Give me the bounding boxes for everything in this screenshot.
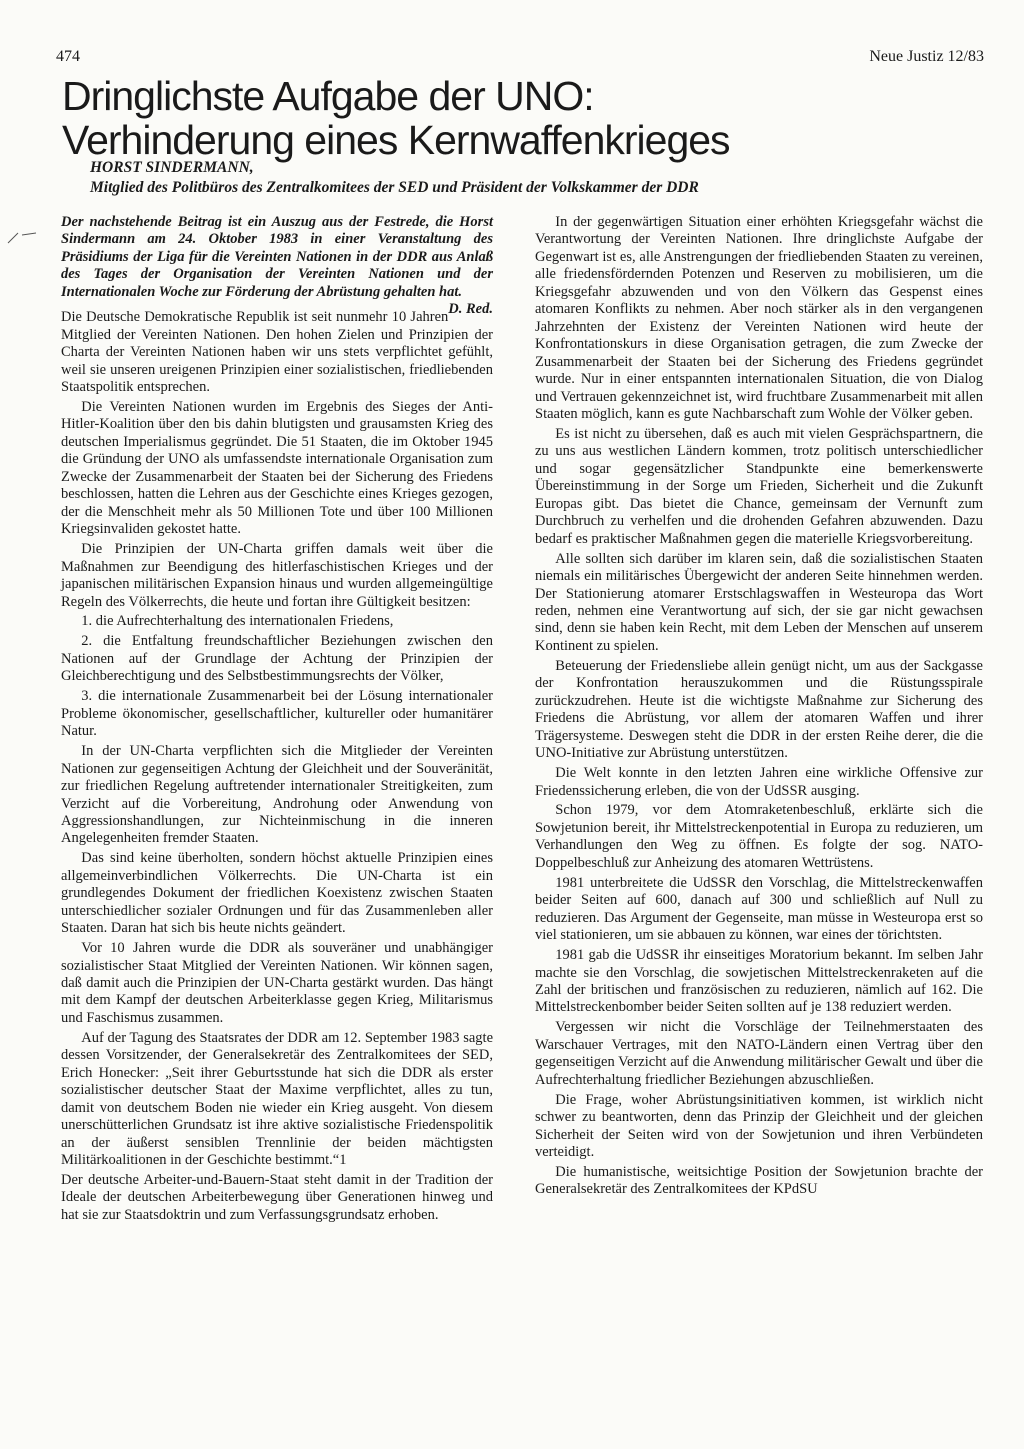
list-item: 3. die internationale Zusammenarbeit bei der Lösung internationaler Probleme ökonomischer, gesellschaftlicher, kultureller oder humanitärer Natur. <box>61 688 493 740</box>
author-role: Mitglied des Politbüros des Zentralkomitees der SED und Präsident der Volkskammer der DDR <box>90 179 699 196</box>
paragraph: Alle sollten sich darüber im klaren sein, daß die sozialistischen Staaten niemals ein militärisches Übergewicht der anderen Seite hinnehmen werden. Der Stationierung atomarer Erstschlagswaffen in Westeuropa das Wort reden, nehmen eine Verantwortung auf sich, der sie gar nicht gewachsen sind, denn sie haben kein Recht, mit dem Leben der Menschen auf unserem Kontinent zu spielen. <box>535 550 983 654</box>
paragraph: 1981 unterbreitete die UdSSR den Vorschlag, die Mittelstreckenwaffen beider Seiten auf 600, danach auf 300 und schließlich auf Null zu reduzieren. Das Argument der Gegenseite, man müsse in Westeuropa erst so viel stationieren, um sie abbauen zu können, war eines der törichtsten. <box>535 874 983 944</box>
paragraph: 1981 gab die UdSSR ihr einseitiges Moratorium bekannt. Im selben Jahr machte sie den Vorschlag, die sowjetischen Mittelstreckenraketen auf die Zahl der britischen und französischen zu reduzieren, nämlich auf 162. Die Mittelstreckenbomber beider Seiten sollten auf je 138 reduziert werden. <box>535 947 983 1016</box>
right-column <box>535 214 983 1201</box>
paragraph: Auf der Tagung des Staatsrates der DDR am 12. September 1983 sagte dessen Vorsitzender, der Generalsekretär des Zentralkomitees der SED, Erich Honecker: „Seit ihrer Geburtsstunde hat sich die DDR als erster sozialistischer deutscher Staat der Maxime verpflichtet, alles zu tun, damit von deutschem Boden nie wieder ein Krieg ausgeht. Von diesem unerschütterlichen Grundsatz ist ihre aktive sozialistische Friedenspolitik an der äußerst sensiblen Trennlinie der beiden mächtigsten Militärkoalitionen in der Geschichte bestimmt.“1 <box>61 1029 493 1169</box>
author-name: HORST SINDERMANN, <box>90 159 254 176</box>
left-column <box>61 214 493 1227</box>
paragraph: Das sind keine überholten, sondern höchst aktuelle Prinzipien eines allgemeinverbindlichen Völkerrechts. Die UN-Charta ist ein grundlegendes Dokument der friedlichen Koexistenz zwischen Staaten unterschiedlicher sozialer Ordnungen und für das Zusammenleben aller Staaten. Daran hat sich bis heute nichts geändert. <box>61 850 493 937</box>
paragraph: Schon 1979, vor dem Atomraketenbeschluß, erklärte sich die Sowjetunion bereit, ihr Mittelstreckenpotential in Europa zu reduzieren, um Verhandlungen den Weg zu öffnen. Es folgte der sog. NATO-Doppelbeschluß zur Anheizung des atomaren Wettrüstens. <box>535 802 983 871</box>
margin-pencil-mark <box>6 225 40 249</box>
paragraph: Die Deutsche Demokratische Republik ist seit nunmehr 10 Jahren Mitglied der Vereinten Nationen. Den hohen Zielen und Prinzipien der Charta der Vereinten Nationen haben wir uns stets verpflichtet gefühlt, weil sie unseren ureigenen Prinzipien einer sozialistischen, friedliebenden Staatspolitik entsprechen. <box>61 309 493 396</box>
list-item: 2. die Entfaltung freundschaftlicher Beziehungen zwischen den Nationen auf der Grundlage der Achtung der Prinzipien der Gleichberechtigung und des Selbstbestimmungsrechts der Völker, <box>61 633 493 685</box>
editor-signature: D. Red. <box>448 301 493 318</box>
title-line-2: Verhinderung eines Kernwaffenkrieges <box>62 117 730 163</box>
running-head <box>56 48 984 66</box>
paragraph: Die Welt konnte in den letzten Jahren eine wirkliche Offensive zur Friedenssicherung erleben, die von der UdSSR ausging. <box>535 765 983 799</box>
paragraph: Es ist nicht zu übersehen, daß es auch mit vielen Gesprächspartnern, die zu uns aus westlichen Ländern kommen, trotz politisch unterschiedlicher und sogar gegensätzlicher Standpunkte eine bemerkenswerte Übereinstimmung in der Sorge um Frieden, Sicherheit und die Zukunft Europas gibt. Das bietet die Chance, gemeinsam der Vernunft zum Durchbruch zu verhelfen und die drohenden Gefahren abzuwenden. Dazu bedarf es praktischer Maßnahmen gegen die materielle Kriegsvorbereitung. <box>535 425 983 547</box>
paragraph: Vergessen wir nicht die Vorschläge der Teilnehmerstaaten des Warschauer Vertrages, mit den NATO-Ländern einen Vertrag über den gegenseitigen Verzicht auf die Anwendung militärischer Gewalt und über die Aufrechterhaltung friedlicher Beziehungen abzuschließen. <box>535 1019 983 1088</box>
paragraph: Die Frage, woher Abrüstungsinitiativen kommen, ist wirklich nicht schwer zu beantworten, denn das Prinzip der Gleichheit und der gleichen Sicherheit der Seiten wird von der Sowjetunion und ihren Verbündeten verteidigt. <box>535 1091 983 1161</box>
paragraph: Der deutsche Arbeiter-und-Bauern-Staat steht damit in der Tradition der Ideale der deutschen Arbeiterbewegung über Generationen hinweg und hat sie zur Staatsdoktrin und zum Verfassungsgrundsatz erhoben. <box>61 1172 493 1223</box>
intro-text: Der nachstehende Beitrag ist ein Auszug aus der Festrede, die Horst Sindermann am 24. Oktober 1983 in einer Veranstaltung des Präsidiums der Liga für die Vereinten Nationen in der DDR aus Anlaß des Tages der Organisation der Vereinten Nationen und der Internationalen Woche zur Förderung der Abrüstung gehalten hat. <box>61 214 493 300</box>
paragraph: In der gegenwärtigen Situation einer erhöhten Kriegsgefahr wächst die Verantwortung der Vereinten Nationen. Ihre dringlichste Aufgabe der Gegenwart ist es, alle Anstrengungen der friedliebenden Staaten zu vereinen, alle friedensfördernden Potenzen und Reserven zu mobilisieren, um die Kriegsgefahr abzuwenden und von den Völkern das Gespenst eines atomaren Konflikts zu nehmen. Aber noch stärker als in den vergangenen Jahrzehnten der Existenz der Vereinten Nationen wird heute der Konfrontationskurs in diese Organisation getragen, die zum Zwecke der Zusammenarbeit der Staaten bei der Sicherung des Friedens gegründet wurde. Nur in einer entspannten internationalen Situation, die von Dialog und Vertrauen gekennzeichnet ist, wird fruchtbare Zusammenarbeit mit allen Staaten möglich, kann es gute Nachbarschaft zum Wohle der Völker geben. <box>535 214 983 422</box>
article-title <box>62 74 982 162</box>
paragraph: In der UN-Charta verpflichten sich die Mitglieder der Vereinten Nationen zur gegenseitigen Achtung der Gleichheit und der Souveränität, zur friedlichen Regelung auftretender internationaler Streitigkeiten, zum Verzicht auf die Vorbereitung, Androhung oder Anwendung von Aggressionshandlungen, zur Nichteinmischung in die inneren Angelegenheiten fremder Staaten. <box>61 743 493 847</box>
editorial-intro <box>61 214 493 318</box>
title-line-1: Dringlichste Aufgabe der UNO: <box>62 73 594 119</box>
paragraph: Die Prinzipien der UN-Charta griffen damals weit über die Maßnahmen zur Beendigung des hitlerfaschistischen Krieges und der japanischen militärischen Expansion hinaus und wurden allgemeingültige Regeln des Völkerrechts, die heute und fortan ihre Gültigkeit besitzen: <box>61 541 493 610</box>
paragraph: Vor 10 Jahren wurde die DDR als souveräner und unabhängiger sozialistischer Staat Mitglied der Vereinten Nationen. Wir können sagen, daß damit auch die Prinzipien der UN-Charta gestärkt wurden. Das hängt mit dem Kampf der deutschen Arbeiterklasse gegen Krieg, Militarismus und Faschismus zusammen. <box>61 940 493 1026</box>
journal-issue: Neue Justiz 12/83 <box>869 48 984 65</box>
author-block <box>90 158 699 198</box>
paragraph: Beteuerung der Friedensliebe allein genügt nicht, um aus der Sackgasse der Konfrontation herauszukommen und die Rüstungsspirale zurückzudrehen. Heute ist die wichtigste Maßnahme zur Sicherung des Friedens die Abrüstung, vor allem der atomaren Waffen und ihrer Trägersysteme. Deswegen steht die DDR in der ersten Reihe derer, die die UNO-Initiative zur Abrüstung unterstützen. <box>535 657 983 762</box>
paragraph: Die humanistische, weitsichtige Position der Sowjetunion brachte der Generalsekretär des Zentralkomitees der KPdSU <box>535 1164 983 1198</box>
page-number: 474 <box>56 48 80 65</box>
paragraph: Die Vereinten Nationen wurden im Ergebnis des Sieges der Anti-Hitler-Koalition über den bis dahin blutigsten und grausamsten Krieg des deutschen Imperialismus gegründet. Die 51 Staaten, die im Oktober 1945 die Gründung der UNO als umfassendste internationale Organisation zum Zwecke der Zusammenarbeit der Staaten bei der Sicherung des Friedens beschlossen, hatten die Lehren aus der Geschichte eines Krieges gezogen, der die Menschheit mehr als 50 Millionen Tote und über 100 Millionen Kriegsinvaliden gekostet hatte. <box>61 399 493 538</box>
list-item: 1. die Aufrechterhaltung des internationalen Friedens, <box>81 613 394 630</box>
